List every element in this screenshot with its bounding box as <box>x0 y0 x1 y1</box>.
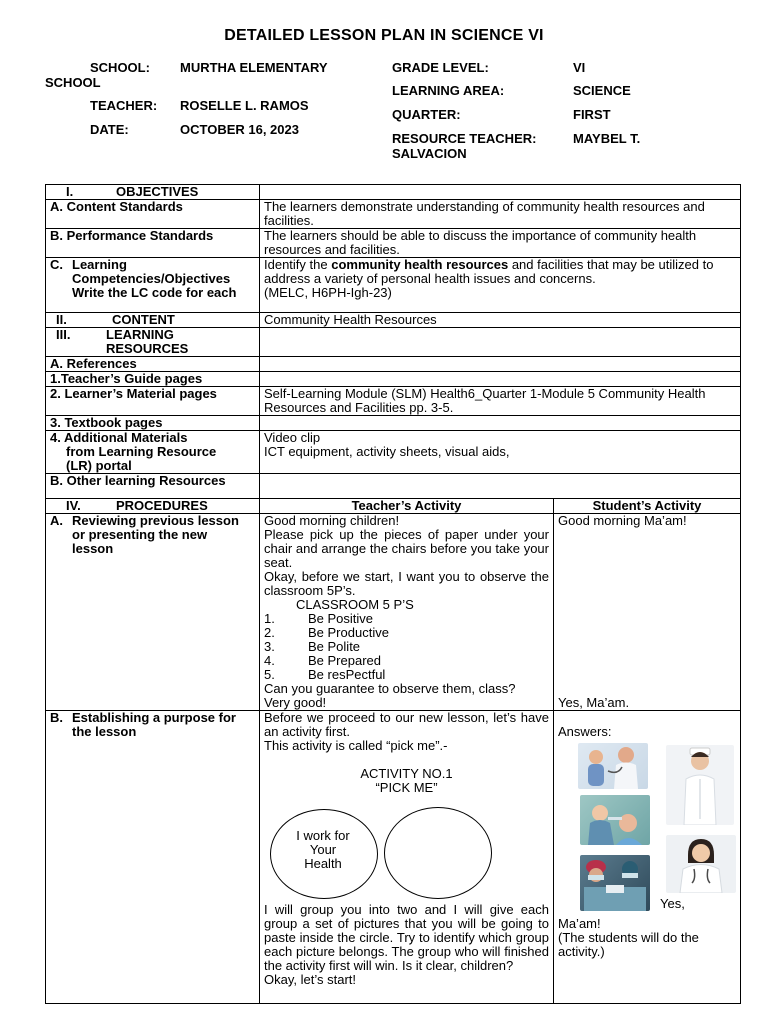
additional-label-3: (LR) portal <box>66 458 132 473</box>
objectives-row <box>46 185 741 200</box>
purpose-label-1: Establishing a purpose for <box>72 710 236 725</box>
date-value: OCTOBER 16, 2023 <box>180 122 299 137</box>
grade-value: VI <box>573 60 586 75</box>
competencies-label-3: Write the LC code for each <box>72 285 237 300</box>
purpose-teacher-4: Okay, let’s start! <box>264 972 356 987</box>
textbook-label: 3. Textbook pages <box>46 416 260 431</box>
purpose-label-2: the lesson <box>72 724 137 739</box>
circle-empty <box>384 807 492 899</box>
learning-resources-num: III. <box>56 327 71 342</box>
health-workers-pictures <box>558 739 736 917</box>
competencies-value-bold: community health resources <box>331 257 509 272</box>
content-num: II. <box>56 312 67 327</box>
lesson-plan-table <box>45 184 741 1004</box>
surgeons-photo <box>580 855 650 911</box>
additional-label-2: from Learning Resource <box>66 444 217 459</box>
purpose-teacher-1: Before we proceed to our new lesson, let’s have an activity first. <box>264 710 549 739</box>
activity-subtitle: “PICK ME” <box>375 780 438 795</box>
performance-standards-label: B. Performance Standards <box>46 229 260 258</box>
classroom-rule: 3. Be Polite <box>264 639 361 654</box>
review-student-2: Yes, Ma’am. <box>558 695 630 710</box>
learners-material-value: Self-Learning Module (SLM) Health6_Quarter 1-Module 5 Community Health Resources and Facilities pp. 3-5. <box>260 387 741 416</box>
document-title: DETAILED LESSON PLAN IN SCIENCE VI <box>224 27 544 44</box>
content-standards-value: The learners demonstrate understanding of community health resources and facilities. <box>260 200 741 229</box>
teacher-label: TEACHER: <box>90 98 158 113</box>
activity-title: ACTIVITY NO.1 <box>360 766 453 781</box>
learning-resources-label-1: LEARNING <box>106 327 174 342</box>
area-value: SCIENCE <box>573 83 631 98</box>
review-teacher-3: Okay, before we start, I want you to observe the classroom 5P’s. <box>264 569 549 598</box>
doctor-checking-child-photo <box>578 743 648 789</box>
purpose-row <box>46 711 741 1004</box>
references-label: A. References <box>46 357 260 372</box>
content-label: CONTENT <box>112 312 175 327</box>
procedures-header-row <box>46 499 741 514</box>
school-value: MURTHA ELEMENTARY <box>180 60 328 75</box>
competencies-value-pre: Identify the <box>264 257 332 272</box>
competencies-letter: C. <box>50 257 63 272</box>
school-value-cont: SCHOOL <box>45 75 101 90</box>
circle-label: I work for Your Health <box>296 828 350 871</box>
purpose-teacher-2: This activity is called “pick me”.- <box>264 738 448 753</box>
classroom-rule: 2. Be Productive <box>264 625 389 640</box>
review-label-3: lesson <box>72 541 114 556</box>
teacher-value: ROSELLE L. RAMOS <box>180 98 309 113</box>
competencies-label-2: Competencies/Objectives <box>72 271 231 286</box>
quarter-value: FIRST <box>573 107 611 122</box>
teachers-guide-label: 1.Teacher’s Guide pages <box>46 372 260 387</box>
other-resources-row <box>46 474 741 499</box>
review-letter: A. <box>50 513 63 528</box>
purpose-letter: B. <box>50 710 63 725</box>
resource-teacher-value-cont: SALVACION <box>392 146 467 161</box>
purpose-student-answers: Answers: <box>558 724 612 739</box>
competencies-code: (MELC, H6PH-Igh-23) <box>264 285 392 300</box>
performance-standards-row <box>46 229 741 258</box>
additional-materials-row <box>46 431 741 474</box>
classroom-rule: 4. Be Prepared <box>264 653 381 668</box>
date-label: DATE: <box>90 122 129 137</box>
content-value: Community Health Resources <box>260 313 741 328</box>
learning-resources-label-2: RESOURCES <box>106 341 189 356</box>
nurse-photo <box>666 745 734 825</box>
objectives-num: I. <box>66 184 74 199</box>
review-label-1: Reviewing previous lesson <box>72 513 239 528</box>
review-teacher-5: Very good! <box>264 695 327 710</box>
purpose-student-note: (The students will do the activity.) <box>558 930 699 959</box>
competencies-value-post: and facilities that may be utilized to address a variety of personal health issues and concerns. <box>264 257 714 286</box>
additional-value-1: Video clip <box>264 430 321 445</box>
teachers-guide-row <box>46 372 741 387</box>
purpose-teacher-3: I will group you into two and I will give each group a set of pictures that you will be going to paste inside the circle. Try to identify which group each picture belongs. The group who will finished the activity first will win. Is it clear, children? <box>264 902 549 973</box>
additional-label-1: 4. Additional Materials <box>50 430 188 445</box>
textbook-row <box>46 416 741 431</box>
school-label: SCHOOL: <box>90 60 150 75</box>
references-row <box>46 357 741 372</box>
learners-material-label: 2. Learner’s Material pages <box>46 387 260 416</box>
resource-teacher-label: RESOURCE TEACHER: <box>392 131 537 146</box>
competencies-label-1: Learning <box>72 257 127 272</box>
classroom-rule: 5. Be resPectful <box>264 667 386 682</box>
review-teacher-2: Please pick up the pieces of paper under your chair and arrange the chairs before you take your seat. <box>264 527 549 570</box>
learning-resources-row <box>46 328 741 357</box>
content-row <box>46 313 741 328</box>
learners-material-row <box>46 387 741 416</box>
review-teacher-1: Good morning children! <box>264 513 400 528</box>
objectives-label: OBJECTIVES <box>116 184 199 199</box>
content-standards-row <box>46 200 741 229</box>
dentist-photo <box>580 795 650 845</box>
purpose-student-yes: Yes, <box>660 896 685 911</box>
competencies-row <box>46 258 741 313</box>
pick-me-circles <box>264 795 549 903</box>
classroom-5ps-title: CLASSROOM 5 P’S <box>296 597 414 612</box>
content-standards-label: A. Content Standards <box>46 200 260 229</box>
student-activity-header: Student’s Activity <box>554 499 741 514</box>
female-doctor-photo <box>666 835 736 893</box>
other-resources-label: B. Other learning Resources <box>46 474 260 499</box>
quarter-label: QUARTER: <box>392 107 461 122</box>
procedures-label: PROCEDURES <box>116 498 208 513</box>
grade-label: GRADE LEVEL: <box>392 60 489 75</box>
review-student-1: Good morning Ma’am! <box>558 513 687 528</box>
purpose-student-maam: Ma’am! <box>558 916 601 931</box>
area-label: LEARNING AREA: <box>392 83 505 98</box>
teacher-activity-header: Teacher’s Activity <box>260 499 554 514</box>
review-row <box>46 514 741 711</box>
review-label-2: or presenting the new <box>72 527 208 542</box>
review-teacher-4: Can you guarantee to observe them, class? <box>264 681 516 696</box>
classroom-rule: 1. Be Positive <box>264 611 374 626</box>
procedures-num: IV. <box>66 498 81 513</box>
performance-standards-value: The learners should be able to discuss the importance of community health resources and facilities. <box>260 229 741 258</box>
resource-teacher-value: MAYBEL T. <box>573 131 641 146</box>
classroom-rules-list <box>264 612 549 682</box>
additional-value-2: ICT equipment, activity sheets, visual aids, <box>264 444 510 459</box>
